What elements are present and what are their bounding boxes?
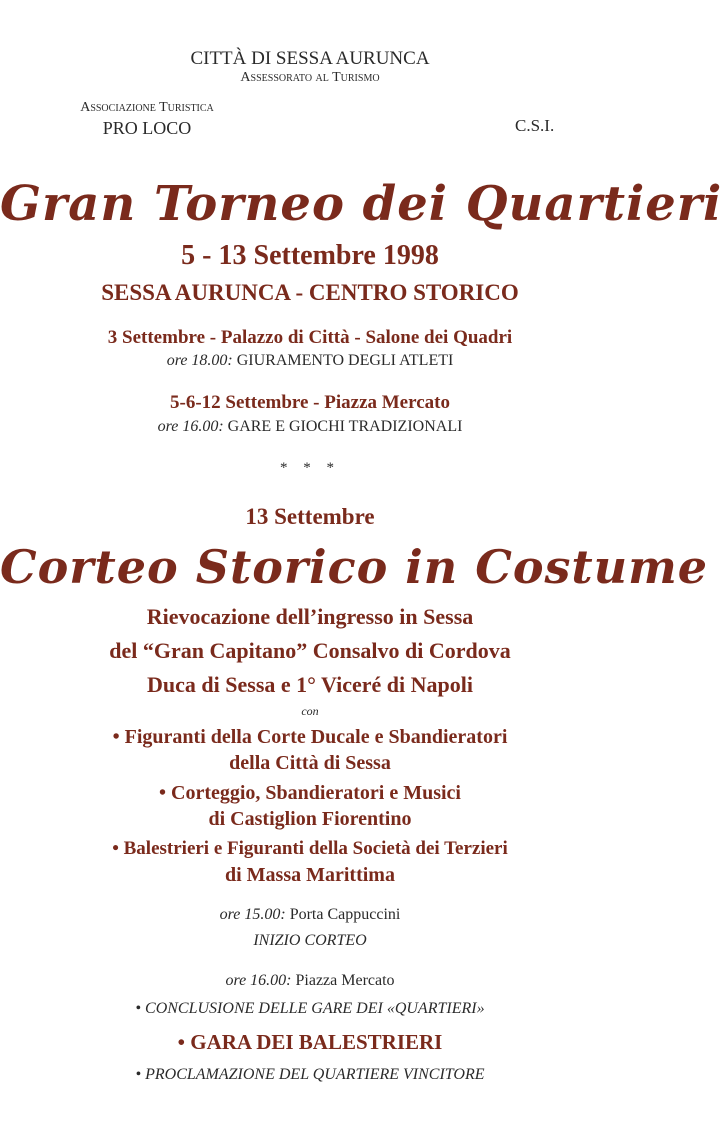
con-label: con	[301, 704, 319, 718]
corteo-line: del “Gran Capitano” Consalvo di Cordova	[109, 638, 511, 663]
schedule-time-1	[0, 906, 620, 924]
city-title: CITTÀ DI SESSA AURUNCA	[190, 48, 430, 69]
participant-line: • Balestrieri e Figuranti della Società dei Terzieri	[0, 838, 620, 860]
participant-line: • Corteggio, Sbandieratori e Musici	[0, 782, 620, 805]
schedule-desc: INIZIO CORTEO	[253, 932, 367, 949]
participant-line: di Massa Marittima	[225, 864, 395, 886]
assessorato: Assessorato al Turismo	[240, 70, 380, 85]
event-heading: 3 Settembre - Palazzo di Città - Salone dei Quadri	[107, 327, 513, 348]
schedule-place: Piazza Mercato	[295, 972, 395, 989]
main-title: Gran Torneo dei Quartieri	[0, 176, 722, 232]
participant-line: • Figuranti della Corte Ducale e Sbandieratori	[0, 726, 620, 749]
participant-line: della Città di Sessa	[229, 752, 391, 774]
schedule-item: • PROCLAMAZIONE DEL QUARTIERE VINCITORE	[0, 1066, 620, 1084]
event-time: ore 16.00:	[157, 418, 224, 435]
festival-place: SESSA AURUNCA - CENTRO STORICO	[101, 280, 519, 305]
event-desc: GARE E GIOCHI TRADIZIONALI	[227, 418, 463, 435]
schedule-item-highlight: • GARA DEI BALESTRIERI	[0, 1030, 620, 1055]
corteo-date: 13 Settembre	[245, 504, 375, 529]
corteo-line: Duca di Sessa e 1° Viceré di Napoli	[147, 672, 473, 697]
schedule-time: ore 16.00:	[225, 972, 292, 989]
association-label: Associazione Turistica	[80, 100, 214, 115]
event-desc: GIURAMENTO DEGLI ATLETI	[236, 352, 454, 369]
separator: * * *	[280, 460, 340, 476]
corteo-line: Rievocazione dell’ingresso in Sessa	[146, 604, 474, 629]
event-time: ore 18.00:	[166, 352, 233, 369]
schedule-time: ore 15.00:	[219, 906, 286, 923]
proloco-label: PRO LOCO	[102, 118, 192, 138]
schedule-item: • CONCLUSIONE DELLE GARE DEI «QUARTIERI»	[0, 1000, 620, 1018]
schedule-place: Porta Cappuccini	[289, 906, 401, 923]
participant-line: di Castiglion Fiorentino	[208, 808, 412, 830]
csi-label: C.S.I.	[515, 116, 555, 135]
festival-dates: 5 - 13 Settembre 1998	[181, 240, 439, 271]
event-detail	[0, 418, 620, 436]
corteo-title: Corteo Storico in Costume	[0, 540, 709, 594]
schedule-time-2	[0, 972, 620, 990]
event-heading: 5-6-12 Settembre - Piazza Mercato	[170, 392, 450, 413]
event-detail	[0, 352, 620, 370]
